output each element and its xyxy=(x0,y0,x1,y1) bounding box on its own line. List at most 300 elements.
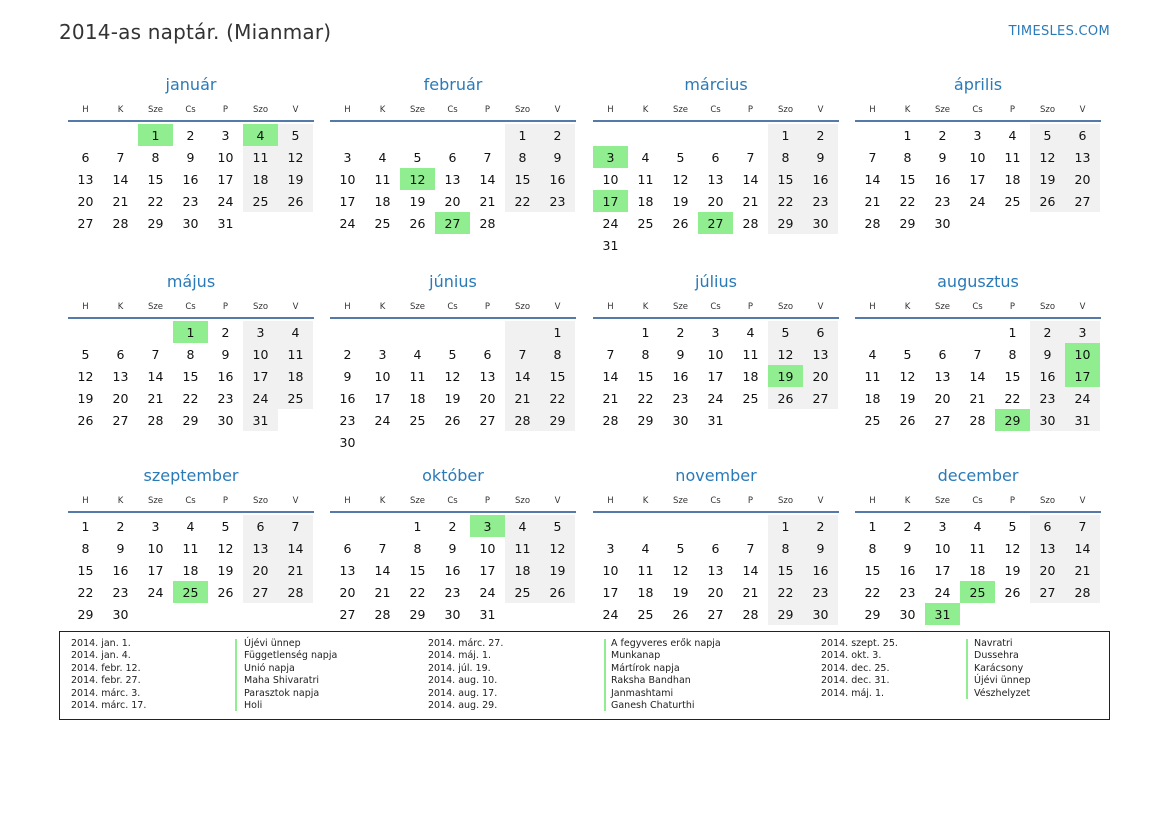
empty-cell xyxy=(470,431,505,453)
day-cell: 9 xyxy=(186,149,195,165)
day-cell: 21 xyxy=(278,559,313,581)
month-name: január xyxy=(165,75,217,94)
day-grid xyxy=(330,124,576,234)
empty-cell xyxy=(470,124,505,146)
day-cell: 31 xyxy=(217,215,234,231)
day-cell: 15 xyxy=(768,168,803,190)
day-cell: 7 xyxy=(278,515,313,537)
day-cell: 18 xyxy=(637,193,654,209)
day-cell: 28 xyxy=(742,606,759,622)
day-cell: 18 xyxy=(409,390,426,406)
day-cell: 2 xyxy=(676,324,685,340)
month-10 xyxy=(330,464,576,625)
day-cell: 8 xyxy=(186,346,195,362)
weekday-label: P xyxy=(222,496,229,506)
weekday-label: P xyxy=(1009,105,1016,115)
day-cell: 28 xyxy=(602,412,619,428)
weekday-label: K xyxy=(379,496,386,506)
empty-cell xyxy=(803,234,838,256)
day-cell: 21 xyxy=(147,390,164,406)
weekday-label: P xyxy=(484,302,491,312)
holiday-date: 2014. aug. 10. xyxy=(428,675,498,687)
day-cell: 12 xyxy=(400,168,435,190)
day-cell: 9 xyxy=(938,149,947,165)
day-cell: 20 xyxy=(444,193,461,209)
day-cell: 17 xyxy=(243,365,278,387)
day-cell: 6 xyxy=(803,321,838,343)
day-cell: 13 xyxy=(707,562,724,578)
day-cell: 27 xyxy=(934,412,951,428)
empty-cell xyxy=(733,409,768,431)
day-cell: 15 xyxy=(540,365,575,387)
day-cell: 27 xyxy=(243,581,278,603)
holiday-date: 2014. máj. 1. xyxy=(821,687,885,699)
day-cell: 31 xyxy=(243,409,278,431)
weekday-label: Cs xyxy=(185,496,196,506)
day-cell: 8 xyxy=(641,346,650,362)
day-cell: 21 xyxy=(112,193,129,209)
holiday-name: Maha Shivaratri xyxy=(244,675,320,687)
weekday-label: Cs xyxy=(447,496,458,506)
day-cell: 13 xyxy=(444,171,461,187)
day-cell: 10 xyxy=(934,540,951,556)
day-cell: 17 xyxy=(707,368,724,384)
weekday-label: H xyxy=(607,105,614,115)
day-cell: 28 xyxy=(505,409,540,431)
day-cell: 17 xyxy=(934,562,951,578)
day-cell: 26 xyxy=(77,412,94,428)
weekday-label: P xyxy=(1009,496,1016,506)
day-cell: 6 xyxy=(448,149,457,165)
day-cell: 22 xyxy=(409,584,426,600)
day-cell: 7 xyxy=(483,149,492,165)
day-cell: 19 xyxy=(1030,168,1065,190)
empty-cell xyxy=(995,212,1030,234)
empty-cell xyxy=(628,515,663,537)
empty-cell xyxy=(995,603,1030,625)
day-cell: 5 xyxy=(448,346,457,362)
day-cell: 30 xyxy=(672,412,689,428)
day-cell: 25 xyxy=(409,412,426,428)
empty-cell xyxy=(1030,212,1065,234)
day-cell: 11 xyxy=(1004,149,1021,165)
weekday-label: V xyxy=(1079,105,1086,115)
empty-cell xyxy=(435,431,470,453)
empty-cell xyxy=(1065,603,1100,625)
holiday-list xyxy=(59,631,1110,720)
day-cell: 3 xyxy=(711,324,720,340)
day-cell: 11 xyxy=(742,346,759,362)
month-5 xyxy=(68,270,314,431)
day-cell: 17 xyxy=(374,390,391,406)
weekday-label: Szo xyxy=(514,105,531,115)
month-8 xyxy=(855,270,1101,431)
day-cell: 9 xyxy=(803,537,838,559)
day-cell: 18 xyxy=(505,559,540,581)
day-cell: 20 xyxy=(77,193,94,209)
day-grid xyxy=(593,321,839,431)
day-cell: 10 xyxy=(217,149,234,165)
holiday-date: 2014. aug. 29. xyxy=(428,700,498,712)
day-cell: 25 xyxy=(278,387,313,409)
weekday-header xyxy=(593,488,839,513)
month-name: február xyxy=(423,75,483,94)
weekday-label: K xyxy=(117,496,124,506)
empty-cell xyxy=(505,603,540,625)
day-cell: 16 xyxy=(444,562,461,578)
empty-cell xyxy=(365,124,400,146)
holiday-date: 2014. jan. 1. xyxy=(71,638,131,649)
weekday-label: Sze xyxy=(672,105,689,115)
day-grid xyxy=(855,124,1101,234)
day-cell: 28 xyxy=(112,215,129,231)
empty-cell xyxy=(890,321,925,343)
day-cell: 6 xyxy=(243,515,278,537)
day-cell: 2 xyxy=(343,346,352,362)
day-cell: 25 xyxy=(173,581,208,603)
day-cell: 26 xyxy=(540,581,575,603)
holiday-name: Janmashtami xyxy=(611,687,674,699)
day-cell: 23 xyxy=(217,390,234,406)
weekday-label: Sze xyxy=(934,302,951,312)
day-cell: 3 xyxy=(151,518,160,534)
holiday-dates-column xyxy=(428,638,503,712)
day-cell: 29 xyxy=(768,603,803,625)
day-cell: 13 xyxy=(339,562,356,578)
day-cell: 28 xyxy=(374,606,391,622)
weekday-label: K xyxy=(642,302,649,312)
day-cell: 7 xyxy=(973,346,982,362)
day-cell: 6 xyxy=(81,149,90,165)
day-cell: 8 xyxy=(413,540,422,556)
weekday-label: Cs xyxy=(710,496,721,506)
empty-cell xyxy=(173,603,208,625)
day-cell: 3 xyxy=(593,146,628,168)
holiday-dates-column xyxy=(821,638,898,700)
day-cell: 5 xyxy=(221,518,230,534)
day-cell: 5 xyxy=(903,346,912,362)
day-cell: 1 xyxy=(81,518,90,534)
day-cell: 5 xyxy=(1030,124,1065,146)
weekday-label: P xyxy=(747,105,754,115)
day-cell: 23 xyxy=(112,584,129,600)
weekday-label: P xyxy=(484,496,491,506)
day-cell: 10 xyxy=(479,540,496,556)
holiday-name: Munkanap xyxy=(611,650,661,662)
month-1 xyxy=(68,73,314,234)
day-cell: 9 xyxy=(676,346,685,362)
holiday-names-column xyxy=(974,638,1031,700)
day-cell: 6 xyxy=(483,346,492,362)
empty-cell xyxy=(593,515,628,537)
day-grid xyxy=(855,321,1101,431)
day-cell: 14 xyxy=(147,368,164,384)
empty-cell xyxy=(365,431,400,453)
day-cell: 27 xyxy=(479,412,496,428)
day-cell: 12 xyxy=(1030,146,1065,168)
day-cell: 20 xyxy=(339,584,356,600)
day-cell: 4 xyxy=(1008,127,1017,143)
day-cell: 14 xyxy=(1065,537,1100,559)
weekday-label: Sze xyxy=(147,302,164,312)
day-grid xyxy=(330,515,576,625)
day-cell: 4 xyxy=(413,346,422,362)
day-cell: 8 xyxy=(1008,346,1017,362)
day-cell: 12 xyxy=(1004,540,1021,556)
day-cell: 12 xyxy=(899,368,916,384)
weekday-label: K xyxy=(117,302,124,312)
day-cell: 27 xyxy=(803,387,838,409)
day-cell: 22 xyxy=(899,193,916,209)
day-cell: 19 xyxy=(77,390,94,406)
day-cell: 21 xyxy=(864,193,881,209)
day-cell: 10 xyxy=(243,343,278,365)
weekday-label: Sze xyxy=(147,105,164,115)
day-cell: 29 xyxy=(995,409,1030,431)
day-cell: 23 xyxy=(672,390,689,406)
empty-cell xyxy=(960,603,995,625)
day-cell: 12 xyxy=(217,540,234,556)
day-cell: 7 xyxy=(746,540,755,556)
empty-cell xyxy=(400,321,435,343)
day-cell: 17 xyxy=(339,193,356,209)
empty-cell xyxy=(68,124,103,146)
day-cell: 17 xyxy=(1065,365,1100,387)
day-cell: 29 xyxy=(768,212,803,234)
weekday-header xyxy=(855,294,1101,319)
empty-cell xyxy=(1030,603,1065,625)
weekday-header xyxy=(330,488,576,513)
holiday-name: Navratri xyxy=(974,638,1013,649)
day-cell: 25 xyxy=(243,190,278,212)
day-cell: 3 xyxy=(1065,321,1100,343)
empty-cell xyxy=(470,321,505,343)
day-cell: 30 xyxy=(803,212,838,234)
day-cell: 25 xyxy=(864,412,881,428)
day-cell: 16 xyxy=(339,390,356,406)
day-cell: 26 xyxy=(768,387,803,409)
empty-cell xyxy=(593,124,628,146)
day-cell: 18 xyxy=(278,365,313,387)
weekday-label: K xyxy=(379,105,386,115)
holiday-date: 2014. jan. 4. xyxy=(71,650,131,662)
empty-cell xyxy=(400,431,435,453)
weekday-label: Cs xyxy=(972,105,983,115)
day-cell: 11 xyxy=(374,171,391,187)
day-cell: 30 xyxy=(934,215,951,231)
day-cell: 9 xyxy=(343,368,352,384)
day-cell: 3 xyxy=(221,127,230,143)
weekday-label: K xyxy=(904,302,911,312)
weekday-label: H xyxy=(344,496,351,506)
site-link[interactable]: TIMESLES.COM xyxy=(1008,24,1110,39)
day-cell: 6 xyxy=(343,540,352,556)
day-cell: 17 xyxy=(969,171,986,187)
weekday-label: Sze xyxy=(409,496,426,506)
weekday-label: P xyxy=(222,302,229,312)
day-cell: 8 xyxy=(540,343,575,365)
empty-cell xyxy=(505,212,540,234)
day-cell: 12 xyxy=(672,171,689,187)
day-cell: 5 xyxy=(81,346,90,362)
day-cell: 18 xyxy=(637,584,654,600)
day-cell: 6 xyxy=(1065,124,1100,146)
day-cell: 30 xyxy=(899,606,916,622)
day-cell: 10 xyxy=(339,171,356,187)
day-cell: 18 xyxy=(374,193,391,209)
empty-cell xyxy=(138,603,173,625)
day-cell: 28 xyxy=(969,412,986,428)
day-cell: 25 xyxy=(505,581,540,603)
day-cell: 5 xyxy=(540,515,575,537)
day-cell: 30 xyxy=(1030,409,1065,431)
empty-cell xyxy=(960,212,995,234)
day-cell: 25 xyxy=(637,215,654,231)
empty-cell xyxy=(855,321,890,343)
day-cell: 16 xyxy=(1030,365,1065,387)
empty-cell xyxy=(925,321,960,343)
day-cell: 9 xyxy=(803,146,838,168)
weekday-label: V xyxy=(1079,302,1086,312)
weekday-label: Cs xyxy=(185,105,196,115)
day-cell: 16 xyxy=(934,171,951,187)
day-cell: 7 xyxy=(116,149,125,165)
day-cell: 14 xyxy=(479,171,496,187)
day-cell: 16 xyxy=(182,171,199,187)
holiday-name: A fegyveres erők napja xyxy=(611,638,721,649)
holiday-dates-column xyxy=(71,638,146,712)
weekday-label: Cs xyxy=(972,302,983,312)
day-cell: 13 xyxy=(479,368,496,384)
day-cell: 13 xyxy=(243,537,278,559)
day-cell: 21 xyxy=(505,387,540,409)
weekday-label: Cs xyxy=(972,496,983,506)
holiday-name: Újévi ünnep xyxy=(974,675,1031,687)
holiday-date: 2014. dec. 31. xyxy=(821,675,890,687)
day-cell: 27 xyxy=(698,212,733,234)
weekday-label: K xyxy=(117,105,124,115)
day-cell: 20 xyxy=(479,390,496,406)
holiday-date: 2014. márc. 27. xyxy=(428,638,504,649)
empty-cell xyxy=(435,321,470,343)
day-cell: 15 xyxy=(637,368,654,384)
weekday-label: Sze xyxy=(934,496,951,506)
empty-cell xyxy=(103,321,138,343)
day-cell: 28 xyxy=(278,581,313,603)
day-cell: 8 xyxy=(768,146,803,168)
day-cell: 27 xyxy=(112,412,129,428)
day-cell: 21 xyxy=(602,390,619,406)
holiday-marker-bar xyxy=(604,639,606,711)
day-cell: 5 xyxy=(278,124,313,146)
day-cell: 22 xyxy=(540,387,575,409)
day-cell: 7 xyxy=(1065,515,1100,537)
day-grid xyxy=(330,321,576,453)
day-cell: 12 xyxy=(278,146,313,168)
day-cell: 26 xyxy=(899,412,916,428)
month-6 xyxy=(330,270,576,453)
day-cell: 12 xyxy=(768,343,803,365)
day-cell: 16 xyxy=(803,168,838,190)
day-cell: 1 xyxy=(505,124,540,146)
weekday-header xyxy=(330,294,576,319)
day-cell: 28 xyxy=(864,215,881,231)
day-cell: 29 xyxy=(864,606,881,622)
day-grid xyxy=(855,515,1101,625)
empty-cell xyxy=(330,515,365,537)
page-title: 2014-as naptár. (Mianmar) xyxy=(59,20,332,44)
weekday-label: K xyxy=(379,302,386,312)
day-cell: 26 xyxy=(409,215,426,231)
day-cell: 31 xyxy=(602,237,619,253)
day-cell: 23 xyxy=(803,581,838,603)
day-cell: 26 xyxy=(278,190,313,212)
day-cell: 16 xyxy=(112,562,129,578)
weekday-label: H xyxy=(344,302,351,312)
day-cell: 2 xyxy=(186,127,195,143)
empty-cell xyxy=(540,603,575,625)
empty-cell xyxy=(768,409,803,431)
day-cell: 28 xyxy=(479,215,496,231)
day-cell: 29 xyxy=(409,606,426,622)
holiday-name: Raksha Bandhan xyxy=(611,675,691,687)
day-cell: 21 xyxy=(479,193,496,209)
day-cell: 10 xyxy=(1065,343,1100,365)
day-cell: 31 xyxy=(479,606,496,622)
day-cell: 8 xyxy=(505,146,540,168)
month-name: szeptember xyxy=(143,466,239,485)
day-cell: 30 xyxy=(803,603,838,625)
weekday-label: Szo xyxy=(1039,302,1056,312)
day-cell: 12 xyxy=(77,368,94,384)
day-cell: 7 xyxy=(746,149,755,165)
day-cell: 24 xyxy=(934,584,951,600)
weekday-label: Szo xyxy=(777,105,794,115)
day-cell: 6 xyxy=(938,346,947,362)
day-cell: 20 xyxy=(707,584,724,600)
day-cell: 12 xyxy=(672,562,689,578)
day-cell: 22 xyxy=(1004,390,1021,406)
empty-cell xyxy=(733,124,768,146)
empty-cell xyxy=(505,321,540,343)
month-12 xyxy=(855,464,1101,625)
empty-cell xyxy=(628,124,663,146)
day-cell: 24 xyxy=(1065,387,1100,409)
day-cell: 23 xyxy=(540,190,575,212)
day-cell: 26 xyxy=(1004,584,1021,600)
month-name: június xyxy=(429,272,477,291)
day-cell: 7 xyxy=(868,149,877,165)
weekday-label: V xyxy=(554,496,561,506)
day-cell: 17 xyxy=(147,562,164,578)
weekday-label: H xyxy=(82,302,89,312)
holiday-marker-bar xyxy=(966,639,968,699)
day-cell: 13 xyxy=(1065,146,1100,168)
weekday-label: Cs xyxy=(185,302,196,312)
holiday-name: Újévi ünnep xyxy=(244,638,301,649)
day-cell: 24 xyxy=(374,412,391,428)
day-cell: 15 xyxy=(864,562,881,578)
day-cell: 1 xyxy=(138,124,173,146)
day-cell: 29 xyxy=(77,606,94,622)
day-cell: 4 xyxy=(186,518,195,534)
day-cell: 27 xyxy=(435,212,470,234)
weekday-label: Cs xyxy=(710,105,721,115)
weekday-label: Szo xyxy=(514,496,531,506)
day-cell: 22 xyxy=(864,584,881,600)
day-cell: 11 xyxy=(409,368,426,384)
day-cell: 8 xyxy=(768,537,803,559)
